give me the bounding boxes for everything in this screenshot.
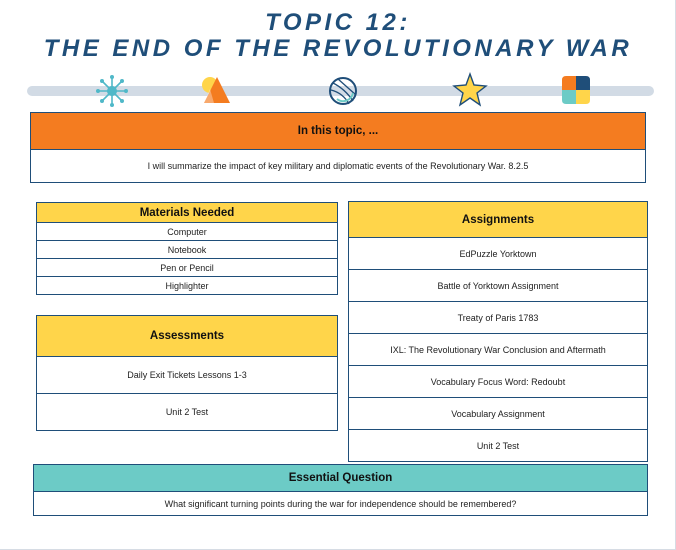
star-icon — [452, 72, 488, 108]
assignments-table — [348, 201, 648, 462]
assessments-item: Daily Exit Tickets Lessons 1-3 — [37, 357, 338, 394]
intro-text: I will summarize the impact of key military and diplomatic events of the Revolutionary War. 8.2.5 — [31, 150, 646, 183]
materials-heading: Materials Needed — [37, 203, 338, 223]
intro-table — [30, 112, 646, 183]
assessments-heading: Assessments — [37, 316, 338, 357]
assignments-item: IXL: The Revolutionary War Conclusion and Aftermath — [349, 334, 648, 366]
globe-icon — [327, 75, 359, 107]
assignments-item: Treaty of Paris 1783 — [349, 302, 648, 334]
assignments-item: EdPuzzle Yorktown — [349, 238, 648, 270]
intro-heading: In this topic, ... — [31, 113, 646, 150]
materials-item: Pen or Pencil — [37, 259, 338, 277]
materials-item: Notebook — [37, 241, 338, 259]
assignments-heading: Assignments — [349, 202, 648, 238]
assessments-item: Unit 2 Test — [37, 394, 338, 431]
title-line-2: THE END OF THE REVOLUTIONARY WAR — [43, 35, 633, 62]
assignments-item: Vocabulary Assignment — [349, 398, 648, 430]
cube-icon — [560, 74, 592, 106]
essential-question-table — [33, 464, 648, 516]
materials-table — [36, 202, 338, 295]
title-line-1: TOPIC 12: — [265, 9, 411, 36]
atom-icon — [95, 74, 129, 108]
materials-item: Highlighter — [37, 277, 338, 295]
triangle-sun-icon — [199, 74, 233, 106]
assignments-item: Vocabulary Focus Word: Redoubt — [349, 366, 648, 398]
assignments-item: Battle of Yorktown Assignment — [349, 270, 648, 302]
assessments-table — [36, 315, 338, 431]
essential-question-text: What significant turning points during the war for independence should be remembered? — [34, 492, 648, 516]
assignments-item: Unit 2 Test — [349, 430, 648, 462]
materials-item: Computer — [37, 223, 338, 241]
essential-question-heading: Essential Question — [34, 465, 648, 492]
